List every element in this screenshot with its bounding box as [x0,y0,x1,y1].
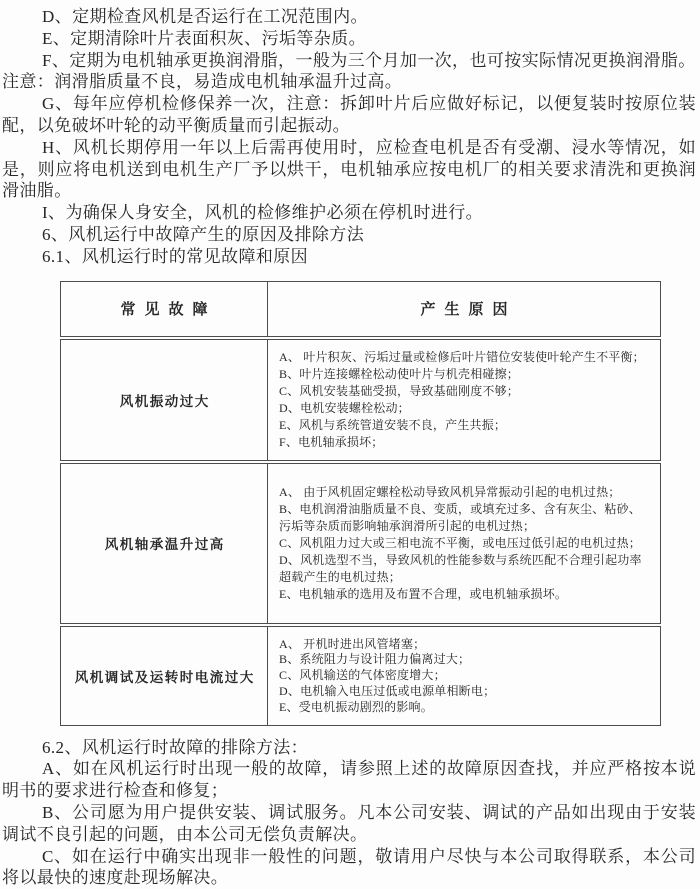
cause-line: B、电机润滑油脂质量不良、变质，或填充过多、含有灰尘、粘砂、污垢等杂质而影响轴承润滑所引起的电机过热； [279,502,642,534]
fault-label: 风机振动过大 [61,338,268,462]
table-row-bearing-temp [61,462,661,625]
col-header-fault: 常见故障 [61,281,268,338]
maintenance-item-i: I、为确保人身安全，风机的检修维护必须在停机时进行。 [42,203,484,223]
maintenance-item-e: E、定期清除叶片表面积灰、污垢等杂质。 [42,28,366,48]
cause-line: A、 叶片积灰、污垢过量或检修后叶片错位安装使叶轮产生不平衡； [279,350,645,365]
section-6-2-heading: 6.2、风机运行时故障的排除方法： [42,737,309,757]
table-row-overcurrent [61,625,661,726]
cause-line: C、风机输送的气体密度增大； [279,668,446,683]
cause-list [268,338,661,462]
col-header-cause: 产生原因 [268,281,661,338]
table-header-row [61,281,661,338]
cause-line: A、 由于风机固定螺栓松动导致风机异常振动引起的电机过热； [279,485,621,500]
cause-list [268,462,661,625]
remedy-item-a: A、如在风机运行时出现一般的故障，请参照上述的故障原因查找，并应严格按本说明书的要求进行检查和修复； [2,759,696,801]
cause-line: B、系统阻力与设计阻力偏离过大； [279,652,471,667]
cause-line: C、风机安装基础受损，导致基础刚度不够； [279,384,520,399]
grease-note: 注意：润滑脂质量不良，易造成电机轴承温升过高。 [2,72,403,92]
fault-cause-table [60,281,661,726]
cause-line: B、叶片连接螺栓松动使叶片与机壳相碰擦； [279,367,520,382]
cause-line: D、电机输入电压过低或电源单相断电； [279,683,496,698]
maintenance-item-f: F、定期为电机轴承更换润滑脂，一般为三个月加一次，也可按实际情况更换润滑脂。 [42,50,696,70]
maintenance-item-h: H、风机长期停用一年以上后需再使用时，应检查电机是否有受潮、浸水等情况，如是，则应将电机送到电机生产厂予以烘干，电机轴承应按电机厂的相关要求清洗和更换润滑油脂。 [2,137,696,201]
maintenance-item-d: D、定期检查风机是否运行在工况范围内。 [42,7,368,26]
remedy-item-b: B、公司愿为用户提供安装、调试服务。凡本公司安装、调试的产品如出现由于安装调试不良引起的问题，由本公司无偿负责解决。 [2,802,696,844]
table-row-vibration [61,338,661,462]
cause-line: A、 开机时进出风管堵塞； [279,636,426,651]
cause-line: D、风机选型不当，导致风机的性能参数与系统匹配不合理引起功率超载产生的电机过热； [279,553,642,585]
cause-line: F、电机轴承损坏； [279,435,384,450]
cause-line: E、受电机振动剧烈的影响。 [279,699,433,714]
maintenance-item-g: G、每年应停机检修保养一次，注意：拆卸叶片后应做好标记，以便复装时按原位装配，以免破坏叶轮的动平衡质量而引起振动。 [2,94,696,135]
cause-line: E、风机与系统管道安装不良，产生共振； [279,418,507,433]
section-6-heading: 6、风机运行中故障产生的原因及排除方法 [42,224,365,244]
cause-line: E、电机轴承的选用及布置不合理，或电机轴承损坏。 [279,587,568,602]
fault-label: 风机轴承温升过高 [61,462,268,625]
cause-list [268,625,661,726]
cause-line: D、电机安装螺栓松动； [279,401,410,416]
section-6-1-heading: 6.1、风机运行时的常见故障和原因 [42,246,309,266]
cause-line: C、风机阻力过大或三相电流不平衡，或电压过低引起的电机过热； [279,536,642,551]
remedy-item-c: C、如在运行中确实出现非一般性的问题，敬请用户尽快与本公司取得联系，本公司将以最快的速度赴现场解决。 [2,846,696,888]
fault-label: 风机调试及运转时电流过大 [61,625,268,726]
